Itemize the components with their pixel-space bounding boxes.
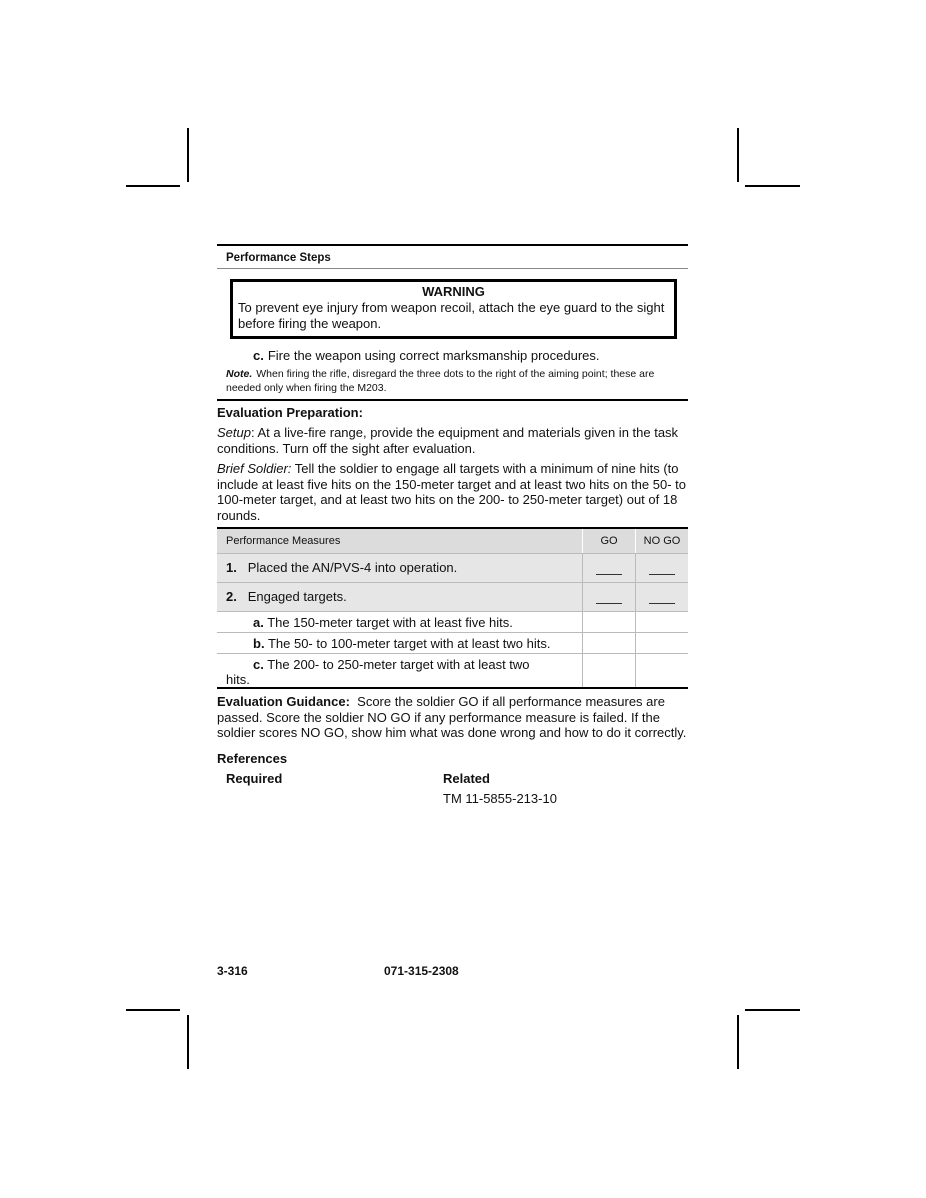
step-c-letter: c. <box>253 348 264 363</box>
note <box>217 363 688 399</box>
measure-text: Placed the AN/PVS-4 into operation. <box>247 560 458 575</box>
note-label: Note. <box>226 368 253 380</box>
brief-soldier-text: Tell the soldier to engage all targets with a minimum of nine hits (to include at least five hits on the 150-meter target and at least two hits on the 50- to 100-meter target, and at least two hits on the 200- to 250-meter target) out of 18 rounds. <box>217 461 686 523</box>
setup-label: Setup <box>217 425 251 440</box>
column-header-measures: Performance Measures <box>217 528 583 554</box>
task-number: 071-315-2308 <box>384 964 459 978</box>
performance-measures-table <box>217 527 688 689</box>
crop-mark <box>737 1015 739 1069</box>
brief-soldier-label: Brief Soldier: <box>217 461 292 476</box>
evaluation-preparation-heading: Evaluation Preparation: <box>217 405 363 420</box>
table-row <box>217 554 688 583</box>
crop-mark <box>745 185 800 187</box>
evaluation-guidance <box>217 689 688 741</box>
crop-mark <box>745 1009 800 1011</box>
related-reference: TM 11-5855-213-10 <box>443 790 557 806</box>
related-label: Related <box>443 770 490 786</box>
references-heading: References <box>217 750 288 766</box>
sub-measure-text: The 50- to 100-meter target with at least two hits. <box>267 636 551 651</box>
evaluation-guidance-text: Score the soldier GO if all performance measures are passed. Score the soldier NO GO if any performance measure is failed. If the soldier scores NO GO, show him what was done wrong and how to do it correctly. <box>217 694 687 740</box>
warning-text: To prevent eye injury from weapon recoil, attach the eye guard to the sight before firing the weapon. <box>238 300 665 331</box>
crop-mark <box>737 128 739 182</box>
setup-text: : At a live-fire range, provide the equipment and materials given in the task conditions. Turn off the sight after evaluation. <box>217 425 679 456</box>
warning-title: WARNING <box>422 284 485 299</box>
page-content <box>217 244 688 819</box>
step-c-text: Fire the weapon using correct marksmanship procedures. <box>267 348 600 363</box>
nogo-blank[interactable] <box>649 560 675 575</box>
setup-paragraph <box>217 425 688 456</box>
table-row <box>217 654 688 689</box>
column-header-nogo: NO GO <box>636 528 689 554</box>
sub-measure-letter: b. <box>253 636 265 651</box>
table-row <box>217 633 688 654</box>
measure-number: 1. <box>226 560 237 575</box>
references <box>217 741 688 819</box>
crop-mark <box>126 1009 180 1011</box>
sub-measure-text-wrap: hits. <box>226 672 250 687</box>
table-row <box>217 612 688 633</box>
measure-text: Engaged targets. <box>247 589 347 604</box>
go-blank[interactable] <box>596 589 622 604</box>
table-row <box>217 583 688 612</box>
required-label: Required <box>226 770 283 786</box>
evaluation-preparation <box>217 401 688 523</box>
evaluation-guidance-label: Evaluation Guidance: <box>217 694 350 709</box>
nogo-blank[interactable] <box>649 589 675 604</box>
sub-measure-text: The 150-meter target with at least five hits. <box>267 615 513 630</box>
page-number: 3-316 <box>217 964 248 978</box>
measure-number: 2. <box>226 589 237 604</box>
sub-measure-letter: a. <box>253 615 264 630</box>
brief-soldier-paragraph <box>217 461 688 523</box>
column-header-go: GO <box>583 528 636 554</box>
crop-mark <box>187 128 189 182</box>
crop-mark <box>187 1015 189 1069</box>
step-c <box>217 339 688 363</box>
sub-measure-text: The 200- to 250-meter target with at least two <box>267 657 530 672</box>
warning-box <box>230 279 677 339</box>
performance-steps-heading: Performance Steps <box>226 252 331 264</box>
note-text: When firing the rifle, disregard the three dots to the right of the aiming point; these are needed only when firing the M203. <box>226 368 655 394</box>
crop-mark <box>126 185 180 187</box>
sub-measure-letter: c. <box>253 657 264 672</box>
go-blank[interactable] <box>596 560 622 575</box>
